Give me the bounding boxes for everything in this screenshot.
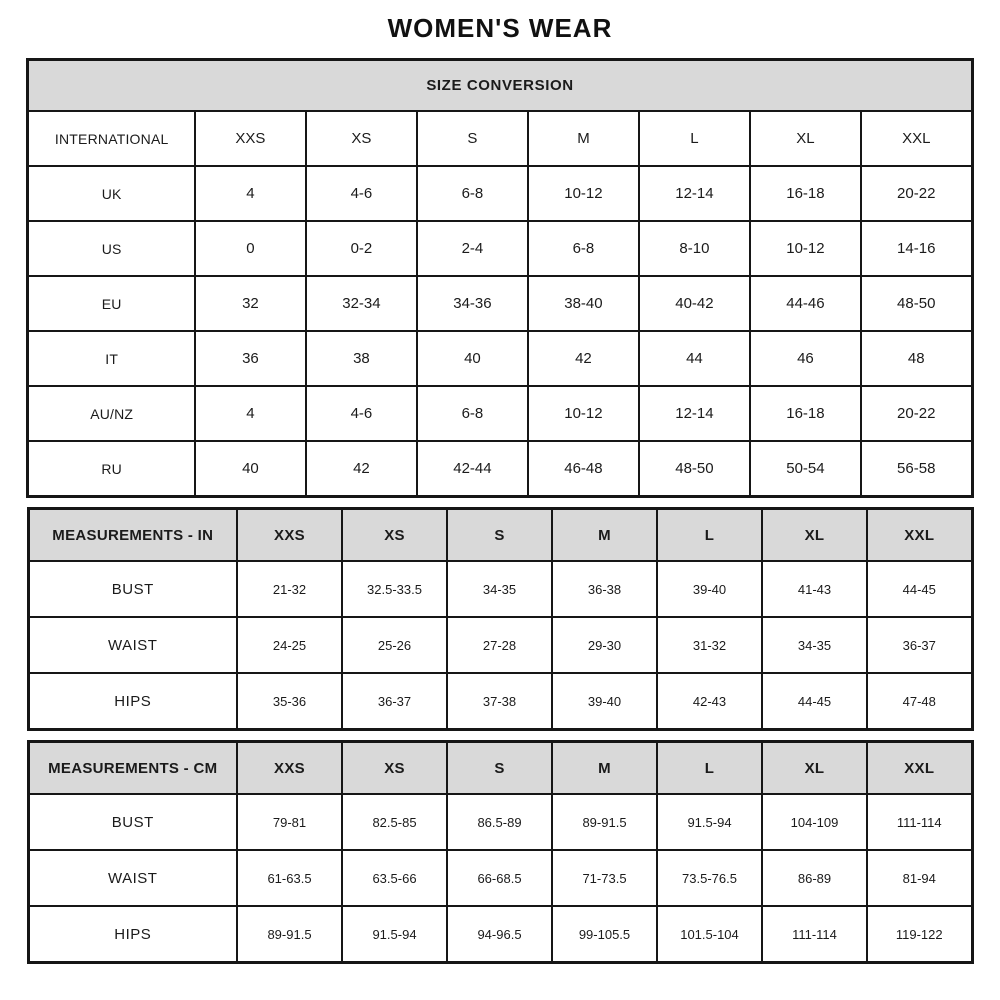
- table-cell: XL: [750, 111, 861, 166]
- table-cell: 71-73.5: [552, 850, 657, 906]
- table-cell: 6-8: [417, 386, 528, 441]
- row-label: HIPS: [28, 906, 237, 963]
- table-cell: 21-32: [237, 561, 342, 617]
- row-label: WAIST: [28, 617, 237, 673]
- table-cell: 111-114: [867, 794, 972, 850]
- measurements-cm-title: MEASUREMENTS - CM: [28, 742, 237, 795]
- table-cell: 47-48: [867, 673, 972, 730]
- table-cell: 42-44: [417, 441, 528, 497]
- table-cell: 89-91.5: [237, 906, 342, 963]
- table-cell: 12-14: [639, 166, 750, 221]
- table-cell: 46-48: [528, 441, 639, 497]
- table-cell: 31-32: [657, 617, 762, 673]
- table-cell: 20-22: [861, 166, 972, 221]
- table-cell: 37-38: [447, 673, 552, 730]
- row-label: IT: [28, 331, 195, 386]
- table-cell: 91.5-94: [342, 906, 447, 963]
- table-cell: 104-109: [762, 794, 867, 850]
- table-cell: 44-45: [762, 673, 867, 730]
- size-conversion-body: [28, 111, 972, 497]
- table-cell: 29-30: [552, 617, 657, 673]
- table-row: [28, 276, 972, 331]
- table-cell: 40-42: [639, 276, 750, 331]
- table-cell: 6-8: [417, 166, 528, 221]
- table-cell: 50-54: [750, 441, 861, 497]
- page-title: WOMEN'S WEAR: [387, 13, 613, 43]
- table-cell: 12-14: [639, 386, 750, 441]
- table-cell: 89-91.5: [552, 794, 657, 850]
- measurements-in-table: [27, 507, 974, 731]
- table-row: [28, 850, 972, 906]
- row-label: WAIST: [28, 850, 237, 906]
- column-header: XS: [342, 742, 447, 795]
- column-header: XL: [762, 742, 867, 795]
- table-cell: 63.5-66: [342, 850, 447, 906]
- column-header: XXS: [237, 742, 342, 795]
- measurements-in-title: MEASUREMENTS - IN: [28, 509, 237, 562]
- measurements-in-header-row: [28, 509, 972, 562]
- measurements-cm-body: [28, 794, 972, 963]
- column-header: L: [657, 509, 762, 562]
- column-header: XXL: [867, 742, 972, 795]
- table-cell: 48-50: [639, 441, 750, 497]
- table-cell: 86-89: [762, 850, 867, 906]
- table-cell: 41-43: [762, 561, 867, 617]
- table-cell: 56-58: [861, 441, 972, 497]
- table-cell: 35-36: [237, 673, 342, 730]
- table-cell: XXL: [861, 111, 972, 166]
- table-cell: 10-12: [750, 221, 861, 276]
- table-cell: 16-18: [750, 166, 861, 221]
- table-cell: 0-2: [306, 221, 417, 276]
- table-cell: 36-38: [552, 561, 657, 617]
- table-cell: 44-45: [867, 561, 972, 617]
- table-cell: 10-12: [528, 166, 639, 221]
- table-cell: 39-40: [552, 673, 657, 730]
- table-cell: 42-43: [657, 673, 762, 730]
- table-cell: 34-35: [762, 617, 867, 673]
- table-cell: 8-10: [639, 221, 750, 276]
- table-cell: 44: [639, 331, 750, 386]
- row-label: UK: [28, 166, 195, 221]
- table-cell: 111-114: [762, 906, 867, 963]
- table-cell: 10-12: [528, 386, 639, 441]
- table-cell: 39-40: [657, 561, 762, 617]
- table-cell: 4-6: [306, 166, 417, 221]
- row-label: US: [28, 221, 195, 276]
- table-row: [28, 221, 972, 276]
- table-row: [28, 111, 972, 166]
- column-header: XL: [762, 509, 867, 562]
- column-header: S: [447, 509, 552, 562]
- row-label: BUST: [28, 561, 237, 617]
- table-cell: 16-18: [750, 386, 861, 441]
- table-row: [28, 561, 972, 617]
- table-cell: 79-81: [237, 794, 342, 850]
- table-cell: 38-40: [528, 276, 639, 331]
- size-conversion-banner-row: [28, 60, 972, 112]
- table-cell: 73.5-76.5: [657, 850, 762, 906]
- table-cell: 40: [417, 331, 528, 386]
- table-cell: 36-37: [867, 617, 972, 673]
- row-label: INTERNATIONAL: [28, 111, 195, 166]
- table-cell: 99-105.5: [552, 906, 657, 963]
- row-label: RU: [28, 441, 195, 497]
- column-header: XXL: [867, 509, 972, 562]
- table-cell: XXS: [195, 111, 306, 166]
- table-cell: 94-96.5: [447, 906, 552, 963]
- table-cell: 25-26: [342, 617, 447, 673]
- table-cell: 48-50: [861, 276, 972, 331]
- table-row: [28, 166, 972, 221]
- table-cell: 14-16: [861, 221, 972, 276]
- column-header: L: [657, 742, 762, 795]
- table-row: [28, 617, 972, 673]
- table-cell: 36: [195, 331, 306, 386]
- table-cell: L: [639, 111, 750, 166]
- column-header: XXS: [237, 509, 342, 562]
- table-cell: 2-4: [417, 221, 528, 276]
- measurements-cm-table: [27, 740, 974, 964]
- table-cell: 32: [195, 276, 306, 331]
- table-cell: 82.5-85: [342, 794, 447, 850]
- table-cell: 81-94: [867, 850, 972, 906]
- table-row: [28, 386, 972, 441]
- table-cell: 34-36: [417, 276, 528, 331]
- table-cell: M: [528, 111, 639, 166]
- table-row: [28, 794, 972, 850]
- column-header: XS: [342, 509, 447, 562]
- table-row: [28, 331, 972, 386]
- column-header: M: [552, 742, 657, 795]
- table-cell: 66-68.5: [447, 850, 552, 906]
- row-label: HIPS: [28, 673, 237, 730]
- table-cell: 4: [195, 386, 306, 441]
- table-cell: XS: [306, 111, 417, 166]
- table-row: [28, 441, 972, 497]
- table-cell: 61-63.5: [237, 850, 342, 906]
- table-cell: 24-25: [237, 617, 342, 673]
- row-label: BUST: [28, 794, 237, 850]
- table-row: [28, 673, 972, 730]
- table-cell: 101.5-104: [657, 906, 762, 963]
- table-cell: 20-22: [861, 386, 972, 441]
- size-conversion-header: SIZE CONVERSION: [28, 60, 972, 112]
- table-cell: 40: [195, 441, 306, 497]
- table-cell: 4: [195, 166, 306, 221]
- table-cell: S: [417, 111, 528, 166]
- row-label: AU/NZ: [28, 386, 195, 441]
- row-label: EU: [28, 276, 195, 331]
- table-cell: 34-35: [447, 561, 552, 617]
- measurements-in-body: [28, 561, 972, 730]
- table-cell: 46: [750, 331, 861, 386]
- table-cell: 0: [195, 221, 306, 276]
- table-row: [28, 906, 972, 963]
- table-cell: 32.5-33.5: [342, 561, 447, 617]
- column-header: M: [552, 509, 657, 562]
- table-cell: 86.5-89: [447, 794, 552, 850]
- table-cell: 27-28: [447, 617, 552, 673]
- table-cell: 119-122: [867, 906, 972, 963]
- table-cell: 48: [861, 331, 972, 386]
- table-cell: 32-34: [306, 276, 417, 331]
- table-cell: 36-37: [342, 673, 447, 730]
- table-cell: 42: [306, 441, 417, 497]
- table-cell: 6-8: [528, 221, 639, 276]
- table-cell: 44-46: [750, 276, 861, 331]
- table-cell: 42: [528, 331, 639, 386]
- measurements-cm-header-row: [28, 742, 972, 795]
- table-cell: 91.5-94: [657, 794, 762, 850]
- column-header: S: [447, 742, 552, 795]
- table-cell: 38: [306, 331, 417, 386]
- table-cell: 4-6: [306, 386, 417, 441]
- size-conversion-table: [26, 58, 973, 498]
